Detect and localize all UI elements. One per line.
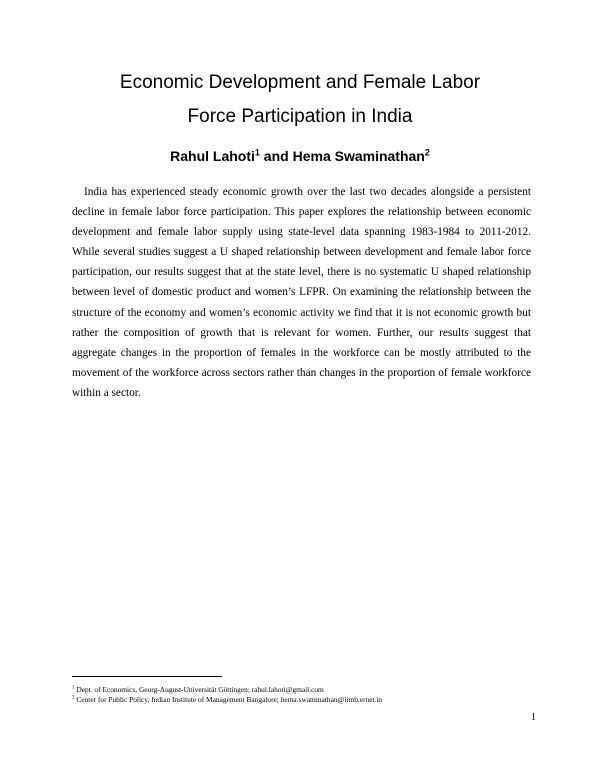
paper-title-line-1: Economic Development and Female Labor [119, 72, 481, 93]
footnote-divider [72, 676, 222, 677]
author-separator: and [259, 148, 293, 164]
footnote-marker: 2 [72, 695, 75, 701]
footnote-text: Center for Public Policy, Indian Institute of Management Bangalore; hema.swaminathan@iimb.ernet.in [76, 695, 383, 704]
footnote-marker: 2 [424, 147, 430, 158]
paper-title-line-2: Force Participation in India [187, 106, 413, 127]
abstract-paragraph: India has experienced steady economic growth over the last two decades alongside a persistent decline in female labor force participation. This paper explores the relationship between economic development and female labor supply using state-level data spanning 1983-1984 to 2011-2012. While several studies suggest a U shaped relationship between development and female labor force participation, our results suggest that at the state level, there is no systematic U shaped relationship between level of domestic product and women’s LFPR. On examining the relationship between the structure of the economy and women’s economic activity we find that it is not economic growth but rather the composition of growth that is relevant for women. Further, our results suggest that aggregate changes in the proportion of females in the workforce can be mostly attributed to the movement of the workforce across sectors rather than changes in the proportion of female workforce within a sector. [72, 186, 531, 399]
footnote-marker: 1 [254, 147, 260, 158]
author-name: Hema Swaminathan [292, 148, 425, 164]
footnote [72, 685, 542, 695]
author-name: Rahul Lahoti [170, 148, 255, 164]
page-number: 1 [531, 712, 536, 723]
author-line [60, 146, 540, 166]
footnote-text: Dept. of Economics, Georg-August-Universität Göttingen; rahul.lahoti@gmail.com [76, 685, 324, 694]
footnote [72, 695, 542, 705]
footnote-marker: 1 [72, 685, 75, 691]
